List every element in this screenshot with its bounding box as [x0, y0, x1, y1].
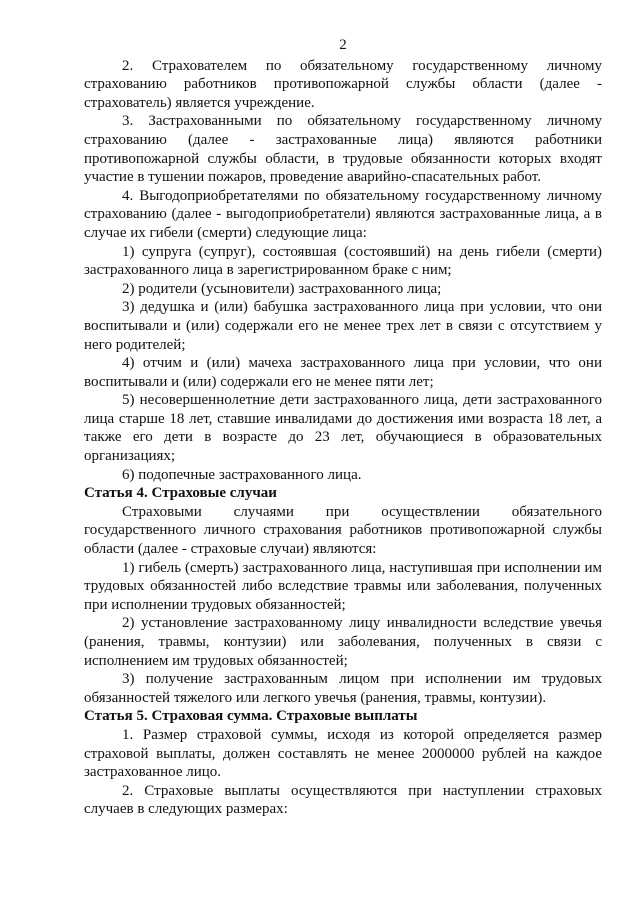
article-5-heading: Статья 5. Страховая сумма. Страховые выплаты [84, 708, 418, 725]
paragraph: 1. Размер страховой суммы, исходя из которой определяется размер страховой выплаты, должен составлять не менее 2000000 рублей на каждое застрахованное лицо. [84, 726, 602, 781]
list-item: 2) родители (усыновители) застрахованного лица; [122, 280, 442, 297]
paragraph: 2. Страхователем по обязательному государственному личному страхованию работников противопожарной службы области (далее - страхователь) является учреждение. [84, 57, 602, 111]
section-3-continuation [84, 57, 602, 485]
article-4-heading: Статья 4. Страховые случаи [84, 485, 277, 502]
paragraph: Страховыми случаями при осуществлении обязательного государственного личного страхования работников противопожарной службы области (далее - страховые случаи) являются: [84, 503, 602, 558]
list-item: 3) получение застрахованным лицом при исполнении им трудовых обязанностей тяжелого или легкого увечья (ранения, травмы, контузии). [84, 671, 602, 706]
paragraph: 4. Выгодоприобретателями по обязательному государственному личному страхованию (далее - выгодоприобретатели) являются застрахованные лица, а в случае их гибели (смерти) следующие лица: [84, 187, 602, 241]
article-4-body [84, 503, 602, 708]
list-item: 5) несовершеннолетние дети застрахованного лица, дети застрахованного лица старше 18 лет, ставшие инвалидами до достижения ими возраста 18 лет, а также его дети в возрасте до 23 лет, обучающиеся в образовательных организациях; [84, 392, 602, 465]
list-item: 6) подопечные застрахованного лица. [122, 466, 362, 483]
list-item: 1) супруга (супруг), состоявшая (состоявший) на день гибели (смерти) застрахованного лица в зарегистрированном браке с ним; [84, 243, 602, 279]
page-number: 2 [339, 37, 347, 53]
list-item: 1) гибель (смерть) застрахованного лица, наступившая при исполнении им трудовых обязанностей либо вследствие травмы или заболевания, полученных при исполнении трудовых обязанностей; [84, 559, 602, 613]
document-page [84, 36, 602, 819]
list-item: 3) дедушка и (или) бабушка застрахованного лица при условии, что они воспитывали и (или) содержали его не менее трех лет в связи с отсутствием у него родителей; [84, 299, 602, 353]
list-item: 4) отчим и (или) мачеха застрахованного лица при условии, что они воспитывали и (или) содержали его не менее пяти лет; [84, 355, 602, 390]
paragraph: 2. Страховые выплаты осуществляются при наступлении страховых случаев в следующих размерах: [84, 782, 602, 818]
article-5-body [84, 726, 602, 819]
list-item: 2) установление застрахованному лицу инвалидности вследствие увечья (ранения, травмы, контузии) или заболевания, полученных в связи с исполнением им трудовых обязанностей; [84, 615, 602, 669]
paragraph: 3. Застрахованными по обязательному государственному личному страхованию (далее - застрахованные лица) являются работники противопожарной службы области, в трудовые обязанности которых входят участие в тушении пожаров, проведение аварийно-спасательных работ. [84, 113, 602, 186]
